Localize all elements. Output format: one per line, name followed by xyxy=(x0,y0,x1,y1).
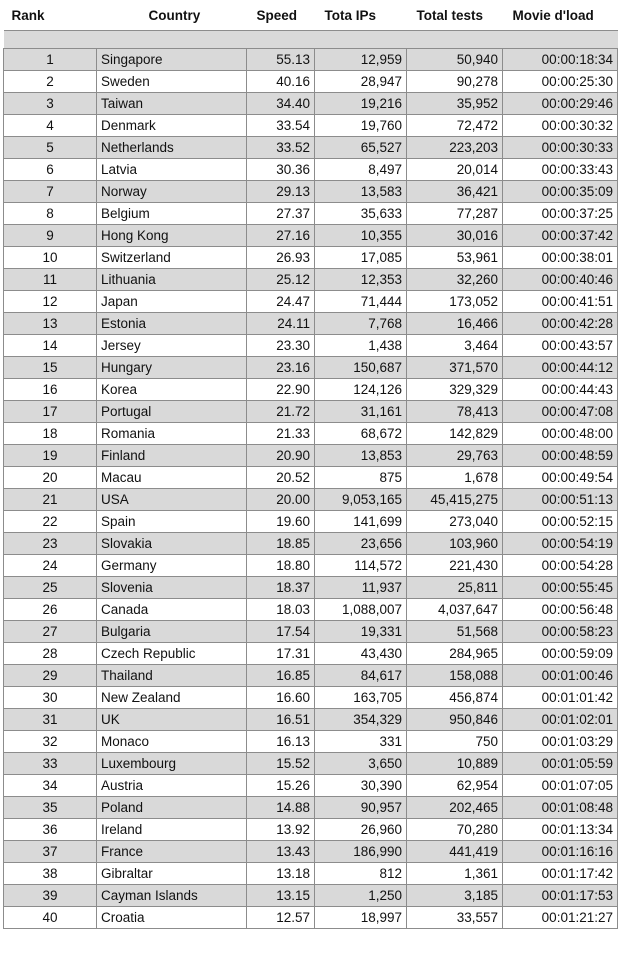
total-ips-cell: 141,699 xyxy=(315,511,407,533)
total-tests-cell: 29,763 xyxy=(407,445,503,467)
total-ips-cell: 12,959 xyxy=(315,49,407,71)
total-tests-cell: 10,889 xyxy=(407,753,503,775)
country-cell: Bulgaria xyxy=(97,621,247,643)
total-ips-cell: 163,705 xyxy=(315,687,407,709)
table-row xyxy=(4,379,618,401)
speed-cell: 20.52 xyxy=(247,467,315,489)
country-cell: Monaco xyxy=(97,731,247,753)
total-tests-cell: 16,466 xyxy=(407,313,503,335)
speed-cell: 40.16 xyxy=(247,71,315,93)
table-row xyxy=(4,423,618,445)
movie-download-cell: 00:01:21:27 xyxy=(503,907,618,929)
total-ips-cell: 26,960 xyxy=(315,819,407,841)
country-cell: Jersey xyxy=(97,335,247,357)
total-ips-cell: 186,990 xyxy=(315,841,407,863)
table-row xyxy=(4,665,618,687)
movie-download-cell: 00:00:48:59 xyxy=(503,445,618,467)
rank-cell: 39 xyxy=(4,885,97,907)
movie-download-cell: 00:00:35:09 xyxy=(503,181,618,203)
rank-cell: 38 xyxy=(4,863,97,885)
total-tests-cell: 950,846 xyxy=(407,709,503,731)
movie-download-cell: 00:00:29:46 xyxy=(503,93,618,115)
rank-cell: 17 xyxy=(4,401,97,423)
country-cell: Switzerland xyxy=(97,247,247,269)
movie-download-cell: 00:00:51:13 xyxy=(503,489,618,511)
country-cell: Thailand xyxy=(97,665,247,687)
movie-download-cell: 00:01:13:34 xyxy=(503,819,618,841)
empty-cell xyxy=(4,31,618,49)
country-cell: Macau xyxy=(97,467,247,489)
total-tests-cell: 53,961 xyxy=(407,247,503,269)
total-ips-cell: 7,768 xyxy=(315,313,407,335)
table-row xyxy=(4,489,618,511)
rank-cell: 40 xyxy=(4,907,97,929)
table-row xyxy=(4,731,618,753)
rank-cell: 32 xyxy=(4,731,97,753)
total-ips-cell: 1,088,007 xyxy=(315,599,407,621)
speed-cell: 24.11 xyxy=(247,313,315,335)
table-row xyxy=(4,687,618,709)
movie-download-cell: 00:00:37:42 xyxy=(503,225,618,247)
speed-ranking-table xyxy=(3,0,618,929)
movie-download-cell: 00:00:49:54 xyxy=(503,467,618,489)
table-row xyxy=(4,775,618,797)
movie-download-cell: 00:00:47:08 xyxy=(503,401,618,423)
total-tests-cell: 50,940 xyxy=(407,49,503,71)
table-row xyxy=(4,269,618,291)
rank-cell: 33 xyxy=(4,753,97,775)
country-cell: Estonia xyxy=(97,313,247,335)
total-ips-cell: 12,353 xyxy=(315,269,407,291)
rank-cell: 6 xyxy=(4,159,97,181)
total-tests-cell: 77,287 xyxy=(407,203,503,225)
speed-cell: 22.90 xyxy=(247,379,315,401)
total-tests-cell: 1,361 xyxy=(407,863,503,885)
speed-cell: 19.60 xyxy=(247,511,315,533)
country-cell: Japan xyxy=(97,291,247,313)
country-cell: Czech Republic xyxy=(97,643,247,665)
speed-cell: 18.03 xyxy=(247,599,315,621)
country-cell: Slovakia xyxy=(97,533,247,555)
rank-cell: 36 xyxy=(4,819,97,841)
rank-cell: 34 xyxy=(4,775,97,797)
total-ips-cell: 354,329 xyxy=(315,709,407,731)
movie-download-cell: 00:01:17:42 xyxy=(503,863,618,885)
speed-cell: 24.47 xyxy=(247,291,315,313)
total-tests-cell: 36,421 xyxy=(407,181,503,203)
total-tests-cell: 35,952 xyxy=(407,93,503,115)
country-cell: Finland xyxy=(97,445,247,467)
country-cell: Austria xyxy=(97,775,247,797)
total-ips-cell: 19,331 xyxy=(315,621,407,643)
movie-download-cell: 00:01:03:29 xyxy=(503,731,618,753)
speed-cell: 27.37 xyxy=(247,203,315,225)
speed-cell: 14.88 xyxy=(247,797,315,819)
table-row xyxy=(4,511,618,533)
country-cell: Slovenia xyxy=(97,577,247,599)
total-tests-cell: 158,088 xyxy=(407,665,503,687)
rank-cell: 15 xyxy=(4,357,97,379)
movie-download-cell: 00:00:25:30 xyxy=(503,71,618,93)
table-row xyxy=(4,819,618,841)
country-cell: Belgium xyxy=(97,203,247,225)
total-tests-cell: 3,185 xyxy=(407,885,503,907)
header-row xyxy=(4,0,618,31)
rank-cell: 4 xyxy=(4,115,97,137)
total-tests-cell: 284,965 xyxy=(407,643,503,665)
movie-download-cell: 00:01:05:59 xyxy=(503,753,618,775)
speed-cell: 13.92 xyxy=(247,819,315,841)
rank-cell: 37 xyxy=(4,841,97,863)
total-tests-cell: 202,465 xyxy=(407,797,503,819)
speed-cell: 15.26 xyxy=(247,775,315,797)
speed-cell: 23.30 xyxy=(247,335,315,357)
total-tests-cell: 33,557 xyxy=(407,907,503,929)
rank-cell: 23 xyxy=(4,533,97,555)
speed-cell: 29.13 xyxy=(247,181,315,203)
movie-download-cell: 00:00:54:19 xyxy=(503,533,618,555)
rank-cell: 30 xyxy=(4,687,97,709)
total-tests-cell: 1,678 xyxy=(407,467,503,489)
total-ips-cell: 10,355 xyxy=(315,225,407,247)
total-ips-cell: 331 xyxy=(315,731,407,753)
total-ips-cell: 18,997 xyxy=(315,907,407,929)
total-tests-cell: 45,415,275 xyxy=(407,489,503,511)
total-ips-cell: 71,444 xyxy=(315,291,407,313)
total-ips-cell: 43,430 xyxy=(315,643,407,665)
speed-cell: 18.85 xyxy=(247,533,315,555)
country-cell: Netherlands xyxy=(97,137,247,159)
table-row xyxy=(4,863,618,885)
country-cell: Sweden xyxy=(97,71,247,93)
empty-row xyxy=(4,31,618,49)
total-tests-cell: 173,052 xyxy=(407,291,503,313)
table-row xyxy=(4,159,618,181)
rank-cell: 35 xyxy=(4,797,97,819)
country-cell: Portugal xyxy=(97,401,247,423)
header-country: Country xyxy=(148,7,201,23)
movie-download-cell: 00:00:52:15 xyxy=(503,511,618,533)
speed-cell: 20.90 xyxy=(247,445,315,467)
speed-cell: 33.54 xyxy=(247,115,315,137)
rank-cell: 29 xyxy=(4,665,97,687)
rank-cell: 28 xyxy=(4,643,97,665)
total-tests-cell: 273,040 xyxy=(407,511,503,533)
rank-cell: 2 xyxy=(4,71,97,93)
header-movie-download: Movie d'load xyxy=(512,7,594,23)
speed-cell: 25.12 xyxy=(247,269,315,291)
movie-download-cell: 00:00:30:32 xyxy=(503,115,618,137)
table-header xyxy=(4,0,618,31)
table-row xyxy=(4,137,618,159)
movie-download-cell: 00:01:16:16 xyxy=(503,841,618,863)
total-ips-cell: 84,617 xyxy=(315,665,407,687)
rank-cell: 16 xyxy=(4,379,97,401)
rank-cell: 10 xyxy=(4,247,97,269)
table-row xyxy=(4,313,618,335)
country-cell: Singapore xyxy=(97,49,247,71)
total-ips-cell: 35,633 xyxy=(315,203,407,225)
total-tests-cell: 20,014 xyxy=(407,159,503,181)
rank-cell: 9 xyxy=(4,225,97,247)
speed-cell: 20.00 xyxy=(247,489,315,511)
rank-cell: 31 xyxy=(4,709,97,731)
movie-download-cell: 00:00:59:09 xyxy=(503,643,618,665)
speed-cell: 17.31 xyxy=(247,643,315,665)
speed-cell: 13.43 xyxy=(247,841,315,863)
total-ips-cell: 23,656 xyxy=(315,533,407,555)
speed-cell: 33.52 xyxy=(247,137,315,159)
total-ips-cell: 3,650 xyxy=(315,753,407,775)
total-tests-cell: 221,430 xyxy=(407,555,503,577)
movie-download-cell: 00:00:38:01 xyxy=(503,247,618,269)
rank-cell: 24 xyxy=(4,555,97,577)
total-ips-cell: 1,438 xyxy=(315,335,407,357)
movie-download-cell: 00:00:48:00 xyxy=(503,423,618,445)
country-cell: Romania xyxy=(97,423,247,445)
country-cell: Croatia xyxy=(97,907,247,929)
total-tests-cell: 142,829 xyxy=(407,423,503,445)
movie-download-cell: 00:00:33:43 xyxy=(503,159,618,181)
header-rank: Rank xyxy=(11,7,45,23)
rank-cell: 25 xyxy=(4,577,97,599)
table-row xyxy=(4,181,618,203)
country-cell: Germany xyxy=(97,555,247,577)
movie-download-cell: 00:00:41:51 xyxy=(503,291,618,313)
rank-cell: 27 xyxy=(4,621,97,643)
rank-cell: 12 xyxy=(4,291,97,313)
table-row xyxy=(4,445,618,467)
movie-download-cell: 00:00:43:57 xyxy=(503,335,618,357)
movie-download-cell: 00:01:01:42 xyxy=(503,687,618,709)
total-ips-cell: 31,161 xyxy=(315,401,407,423)
speed-cell: 16.51 xyxy=(247,709,315,731)
table-row xyxy=(4,753,618,775)
movie-download-cell: 00:00:18:34 xyxy=(503,49,618,71)
total-tests-cell: 25,811 xyxy=(407,577,503,599)
speed-cell: 16.85 xyxy=(247,665,315,687)
movie-download-cell: 00:00:56:48 xyxy=(503,599,618,621)
total-tests-cell: 3,464 xyxy=(407,335,503,357)
table-row xyxy=(4,621,618,643)
total-ips-cell: 812 xyxy=(315,863,407,885)
total-tests-cell: 456,874 xyxy=(407,687,503,709)
country-cell: Lithuania xyxy=(97,269,247,291)
total-tests-cell: 62,954 xyxy=(407,775,503,797)
total-tests-cell: 32,260 xyxy=(407,269,503,291)
rank-cell: 1 xyxy=(4,49,97,71)
country-cell: Hong Kong xyxy=(97,225,247,247)
total-tests-cell: 78,413 xyxy=(407,401,503,423)
total-tests-cell: 103,960 xyxy=(407,533,503,555)
country-cell: Hungary xyxy=(97,357,247,379)
movie-download-cell: 00:01:08:48 xyxy=(503,797,618,819)
country-cell: New Zealand xyxy=(97,687,247,709)
total-tests-cell: 70,280 xyxy=(407,819,503,841)
rank-cell: 21 xyxy=(4,489,97,511)
country-cell: Luxembourg xyxy=(97,753,247,775)
rank-cell: 20 xyxy=(4,467,97,489)
country-cell: France xyxy=(97,841,247,863)
movie-download-cell: 00:00:37:25 xyxy=(503,203,618,225)
movie-download-cell: 00:00:55:45 xyxy=(503,577,618,599)
country-cell: Poland xyxy=(97,797,247,819)
table-row xyxy=(4,577,618,599)
total-ips-cell: 875 xyxy=(315,467,407,489)
table-row xyxy=(4,71,618,93)
total-ips-cell: 124,126 xyxy=(315,379,407,401)
total-tests-cell: 750 xyxy=(407,731,503,753)
speed-cell: 27.16 xyxy=(247,225,315,247)
rank-cell: 11 xyxy=(4,269,97,291)
country-cell: Taiwan xyxy=(97,93,247,115)
table-row xyxy=(4,225,618,247)
country-cell: Gibraltar xyxy=(97,863,247,885)
table-row xyxy=(4,247,618,269)
rank-cell: 7 xyxy=(4,181,97,203)
country-cell: Denmark xyxy=(97,115,247,137)
rank-cell: 19 xyxy=(4,445,97,467)
total-ips-cell: 65,527 xyxy=(315,137,407,159)
country-cell: Latvia xyxy=(97,159,247,181)
total-ips-cell: 114,572 xyxy=(315,555,407,577)
country-cell: Korea xyxy=(97,379,247,401)
speed-cell: 18.37 xyxy=(247,577,315,599)
total-ips-cell: 13,583 xyxy=(315,181,407,203)
table-row xyxy=(4,533,618,555)
table-row xyxy=(4,599,618,621)
table-row xyxy=(4,907,618,929)
movie-download-cell: 00:01:02:01 xyxy=(503,709,618,731)
total-ips-cell: 28,947 xyxy=(315,71,407,93)
total-tests-cell: 4,037,647 xyxy=(407,599,503,621)
country-cell: Ireland xyxy=(97,819,247,841)
table-row xyxy=(4,841,618,863)
total-tests-cell: 90,278 xyxy=(407,71,503,93)
speed-cell: 15.52 xyxy=(247,753,315,775)
table-row xyxy=(4,49,618,71)
speed-cell: 26.93 xyxy=(247,247,315,269)
rank-cell: 18 xyxy=(4,423,97,445)
movie-download-cell: 00:00:54:28 xyxy=(503,555,618,577)
table-row xyxy=(4,467,618,489)
speed-cell: 13.18 xyxy=(247,863,315,885)
speed-cell: 21.33 xyxy=(247,423,315,445)
total-ips-cell: 30,390 xyxy=(315,775,407,797)
total-tests-cell: 329,329 xyxy=(407,379,503,401)
movie-download-cell: 00:00:40:46 xyxy=(503,269,618,291)
speed-cell: 55.13 xyxy=(247,49,315,71)
total-ips-cell: 17,085 xyxy=(315,247,407,269)
rank-cell: 26 xyxy=(4,599,97,621)
total-tests-cell: 223,203 xyxy=(407,137,503,159)
table-row xyxy=(4,115,618,137)
total-tests-cell: 30,016 xyxy=(407,225,503,247)
rank-cell: 3 xyxy=(4,93,97,115)
table-body xyxy=(4,31,618,929)
speed-cell: 21.72 xyxy=(247,401,315,423)
total-ips-cell: 90,957 xyxy=(315,797,407,819)
country-cell: Norway xyxy=(97,181,247,203)
total-ips-cell: 150,687 xyxy=(315,357,407,379)
speed-cell: 30.36 xyxy=(247,159,315,181)
total-ips-cell: 1,250 xyxy=(315,885,407,907)
table-row xyxy=(4,797,618,819)
table-row xyxy=(4,555,618,577)
speed-cell: 34.40 xyxy=(247,93,315,115)
speed-cell: 13.15 xyxy=(247,885,315,907)
speed-cell: 12.57 xyxy=(247,907,315,929)
movie-download-cell: 00:00:44:12 xyxy=(503,357,618,379)
total-ips-cell: 19,760 xyxy=(315,115,407,137)
country-cell: Spain xyxy=(97,511,247,533)
country-cell: Canada xyxy=(97,599,247,621)
table-row xyxy=(4,291,618,313)
table-row xyxy=(4,357,618,379)
speed-cell: 16.13 xyxy=(247,731,315,753)
total-ips-cell: 8,497 xyxy=(315,159,407,181)
total-tests-cell: 441,419 xyxy=(407,841,503,863)
rank-cell: 5 xyxy=(4,137,97,159)
total-tests-cell: 371,570 xyxy=(407,357,503,379)
movie-download-cell: 00:01:00:46 xyxy=(503,665,618,687)
total-ips-cell: 13,853 xyxy=(315,445,407,467)
speed-cell: 17.54 xyxy=(247,621,315,643)
movie-download-cell: 00:00:44:43 xyxy=(503,379,618,401)
country-cell: Cayman Islands xyxy=(97,885,247,907)
table-row xyxy=(4,709,618,731)
table-row xyxy=(4,401,618,423)
header-speed: Speed xyxy=(256,7,298,23)
speed-cell: 23.16 xyxy=(247,357,315,379)
speed-cell: 16.60 xyxy=(247,687,315,709)
movie-download-cell: 00:01:17:53 xyxy=(503,885,618,907)
total-ips-cell: 19,216 xyxy=(315,93,407,115)
total-ips-cell: 11,937 xyxy=(315,577,407,599)
table-row xyxy=(4,335,618,357)
speed-cell: 18.80 xyxy=(247,555,315,577)
table-row xyxy=(4,885,618,907)
table-row xyxy=(4,643,618,665)
table-row xyxy=(4,93,618,115)
movie-download-cell: 00:00:58:23 xyxy=(503,621,618,643)
country-cell: USA xyxy=(97,489,247,511)
rank-cell: 13 xyxy=(4,313,97,335)
total-tests-cell: 72,472 xyxy=(407,115,503,137)
total-tests-cell: 51,568 xyxy=(407,621,503,643)
movie-download-cell: 00:01:07:05 xyxy=(503,775,618,797)
header-total-tests: Total tests xyxy=(416,7,484,23)
movie-download-cell: 00:00:30:33 xyxy=(503,137,618,159)
header-total-ips: Tota IPs xyxy=(324,7,377,23)
country-cell: UK xyxy=(97,709,247,731)
total-ips-cell: 9,053,165 xyxy=(315,489,407,511)
rank-cell: 14 xyxy=(4,335,97,357)
movie-download-cell: 00:00:42:28 xyxy=(503,313,618,335)
rank-cell: 22 xyxy=(4,511,97,533)
table-row xyxy=(4,203,618,225)
rank-cell: 8 xyxy=(4,203,97,225)
total-ips-cell: 68,672 xyxy=(315,423,407,445)
